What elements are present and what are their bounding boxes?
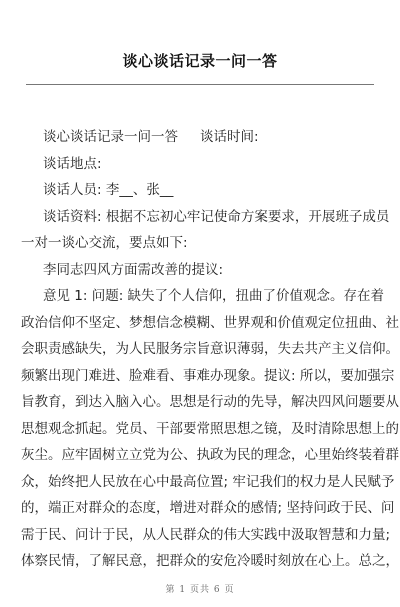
body-line: 旨教育，到达入脑入心。思想是行动的先导，解决四风问题要从 [21,394,399,410]
body-line: 体察民情，了解民意，把群众的安危冷暖时刻放在心上。总之， [21,553,399,569]
header-title-repeat: 谈心谈话记录一问一答 [43,129,178,145]
body-line: 意见 1: 问题: 缺失了个人信仰，扭曲了价值观念。存在着 [43,288,385,304]
material-line-1: 谈话资料: 根据不忘初心牢记使命方案要求，开展班子成员 [43,208,390,225]
body-line: 的，端正对群众的态度，增进对群众的感情; 坚持问政于民、问 [21,500,395,516]
body-line: 频繁出现门难进、脸难看、事难办现象。提议: 所以，要加强宗 [21,367,395,384]
material-line-2: 一对一谈心交流，要点如下: [21,235,188,251]
suggestion-intro: 李同志四风方面需改善的提议: [43,261,224,278]
body-line: 会职责感缺失，为人民服务宗旨意识薄弱，失去共产主义信仰。 [21,341,399,357]
body-line: 灰尘。应牢固树立立党为公、执政为民的理念，心里始终装着群 [21,447,399,463]
persons-line: 谈话人员: 李__、张__ [43,182,174,198]
body-line: 政治信仰不坚定、梦想信念模糊、世界观和价值观定位扭曲、社 [21,314,399,331]
document-title: 谈心谈话记录一问一答 [122,52,278,70]
document-body [21,124,399,575]
location-line: 谈话地点: [43,155,102,172]
body-line: 众，始终把人民放在心中最高位置; 牢记我们的权力是人民赋予 [21,473,395,490]
header-line [43,124,361,151]
body-line: 需于民、问计于民，从人民群众的伟大实践中汲取智慧和力量; [21,526,391,543]
time-label: 谈话时间: [200,129,259,145]
body-line: 思想观念抓起。党员、干部要常照思想之镜，及时清除思想上的 [21,420,399,437]
page-footer: 第 1 页共 6 页 [165,585,235,595]
title-divider [26,84,374,85]
